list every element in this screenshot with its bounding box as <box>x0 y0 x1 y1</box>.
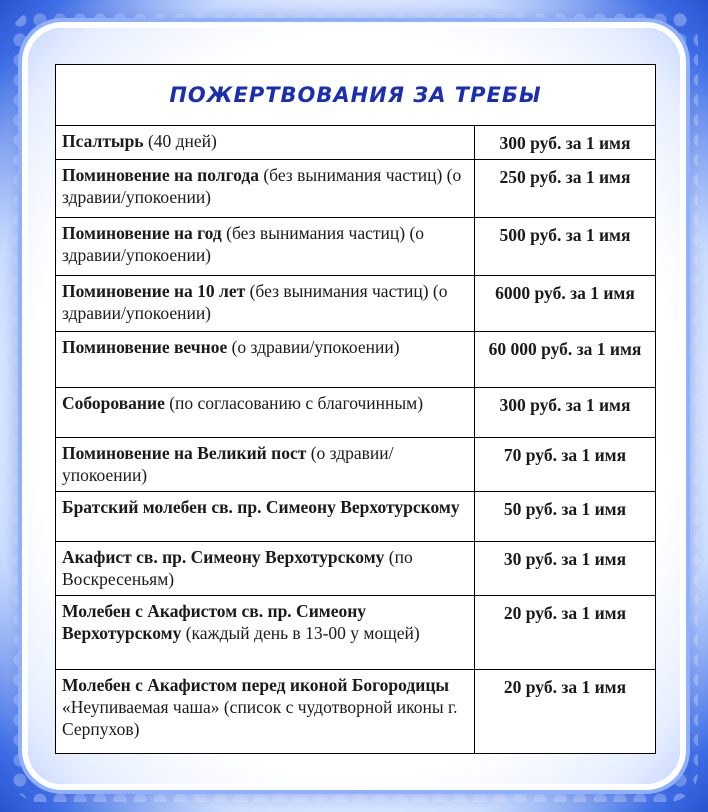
service-desc: «Неупиваемая чаша» (список с чудотворной иконы г. Серпухов) <box>62 697 458 739</box>
service-name: Поминовение вечное <box>62 337 228 357</box>
title-row <box>56 65 656 126</box>
service-desc: (без вынимания частиц) (о здравии/упокоении) <box>62 223 425 265</box>
price-cell: 20 руб. за 1 имя <box>475 670 656 754</box>
table-row <box>56 160 656 218</box>
table-row <box>56 218 656 276</box>
service-cell <box>56 276 475 332</box>
service-cell <box>56 332 475 388</box>
service-name: Молебен с Акафистом св. пр. Симеону Верхотурскому <box>62 601 367 643</box>
table-row <box>56 126 656 160</box>
service-name: Молебен с Акафистом перед иконой Богородицы <box>62 675 450 695</box>
service-cell <box>56 542 475 596</box>
table-row <box>56 332 656 388</box>
price-cell: 60 000 руб. за 1 имя <box>475 332 656 388</box>
service-cell <box>56 670 475 754</box>
price-cell: 300 руб. за 1 имя <box>475 388 656 438</box>
table-row <box>56 438 656 492</box>
service-cell <box>56 438 475 492</box>
service-cell <box>56 126 475 160</box>
service-desc: (по согласованию с благочинным) <box>164 393 424 413</box>
service-name: Поминовение на Великий пост <box>62 443 307 463</box>
table-row <box>56 670 656 754</box>
service-name: Поминовение на год <box>62 223 222 243</box>
price-cell: 30 руб. за 1 имя <box>475 542 656 596</box>
sparkle-icon: ✦ <box>668 769 680 784</box>
service-name: Поминовение на полгода <box>62 165 259 185</box>
price-cell: 300 руб. за 1 имя <box>475 126 656 160</box>
table-row <box>56 388 656 438</box>
service-name: Поминовение на 10 лет <box>62 281 246 301</box>
table-row <box>56 276 656 332</box>
table-row <box>56 492 656 542</box>
page-title: ПОЖЕРТВОВАНИЯ ЗА ТРЕБЫ <box>169 82 542 107</box>
service-desc: (40 дней) <box>143 131 217 151</box>
service-name: Псалтырь <box>62 131 144 151</box>
service-name: Акафист св. пр. Симеону Верхотурскому <box>62 547 385 567</box>
service-cell <box>56 160 475 218</box>
price-cell: 6000 руб. за 1 имя <box>475 276 656 332</box>
service-desc: (о здравии/упокоении) <box>227 337 400 357</box>
service-name: Соборование <box>62 393 165 413</box>
price-cell: 70 руб. за 1 имя <box>475 438 656 492</box>
service-cell <box>56 492 475 542</box>
table-row <box>56 596 656 670</box>
price-cell: 500 руб. за 1 имя <box>475 218 656 276</box>
service-desc: (без вынимания частиц) (о здравии/упокоении) <box>62 281 448 323</box>
service-cell <box>56 218 475 276</box>
price-cell: 50 руб. за 1 имя <box>475 492 656 542</box>
service-cell <box>56 596 475 670</box>
price-cell: 20 руб. за 1 имя <box>475 596 656 670</box>
service-cell <box>56 388 475 438</box>
service-desc: (без вынимания частиц) (о здравии/упокоении) <box>62 165 462 207</box>
service-desc: (о здравии/упокоении) <box>62 443 394 485</box>
donations-table <box>55 64 656 754</box>
table-row <box>56 542 656 596</box>
price-cell: 250 руб. за 1 имя <box>475 160 656 218</box>
service-name: Братский молебен св. пр. Симеону Верхотурскому <box>62 497 460 517</box>
service-desc: (по Воскресеньям) <box>62 547 413 589</box>
title-cell <box>56 65 656 126</box>
service-desc: (каждый день в 13-00 у мощей) <box>181 623 420 643</box>
